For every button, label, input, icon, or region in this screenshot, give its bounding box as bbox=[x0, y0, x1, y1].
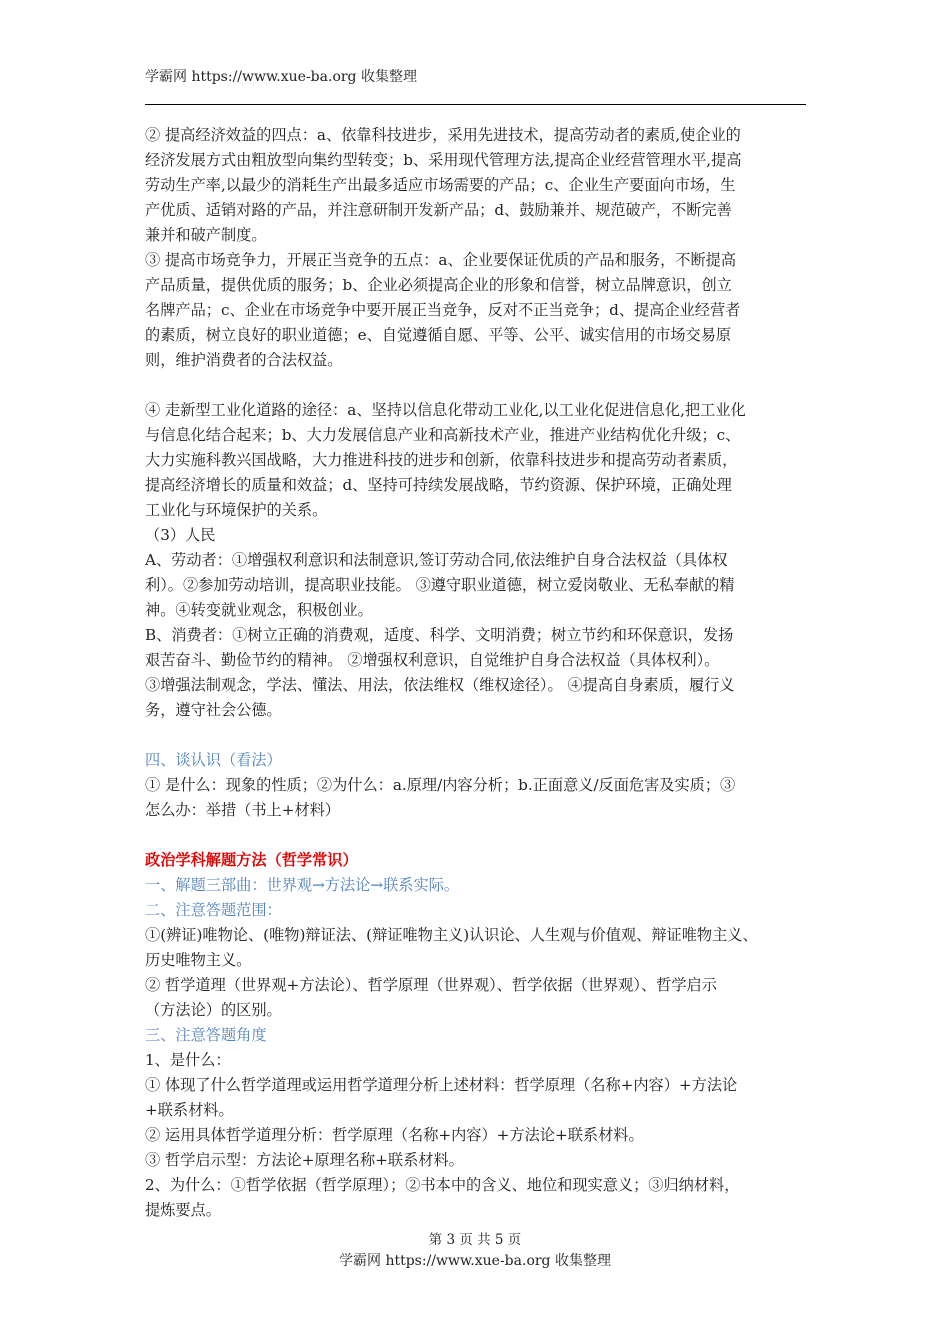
text-line: 2、为什么：①哲学依据（哲学原理）；②书本中的含义、地位和现实意义；③归纳材料， bbox=[145, 1176, 740, 1194]
text-line: （3）人民 bbox=[145, 526, 216, 544]
text-line: ③ 哲学启示型：方法论+原理名称+联系材料。 bbox=[145, 1151, 464, 1169]
text-line: 产品质量，提供优质的服务；b、企业必须提高企业的形象和信誉，树立品牌意识，创立 bbox=[145, 276, 732, 294]
text-line: B、消费者：①树立正确的消费观，适度、科学、文明消费；树立节约和环保意识，发扬 bbox=[145, 626, 734, 644]
section-heading: 一、解题三部曲：世界观→方法论→联系实际。 bbox=[145, 876, 460, 894]
section-heading: 二、注意答题范围： bbox=[145, 901, 282, 919]
text-line: ② 提高经济效益的四点：a、依靠科技进步，采用先进技术，提高劳动者的素质,使企业的 bbox=[145, 126, 741, 144]
text-line: 经济发展方式由粗放型向集约型转变；b、采用现代管理方法,提高企业经营管理水平,提高 bbox=[145, 151, 742, 169]
text-line: ④ 走新型工业化道路的途径：a、坚持以信息化带动工业化,以工业化促进信息化,把工业化 bbox=[145, 401, 746, 419]
section-heading: 四、谈认识（看法） bbox=[145, 751, 282, 769]
text-line: 产优质、适销对路的产品，并注意研制开发新产品；d、鼓励兼并、规范破产，不断完善 bbox=[145, 201, 732, 219]
text-line: 怎么办：举措（书上+材料） bbox=[145, 801, 340, 819]
page-footer: 学霸网 https://www.xue-ba.org 收集整理 bbox=[339, 1253, 611, 1269]
document-title: 政治学科解题方法（哲学常识） bbox=[145, 851, 358, 869]
text-line: 艰苦奋斗、勤俭节约的精神。 ②增强权利意识，自觉维护自身合法权益（具体权利）。 bbox=[145, 651, 720, 669]
text-line: 务，遵守社会公德。 bbox=[145, 701, 282, 719]
text-line: ② 哲学道理（世界观+方法论）、哲学原理（世界观）、哲学依据（世界观）、哲学启示 bbox=[145, 976, 717, 994]
page-header: 学霸网 https://www.xue-ba.org 收集整理 bbox=[145, 69, 417, 85]
text-line: 的素质，树立良好的职业道德；e、自觉遵循自愿、平等、公平、诚实信用的市场交易原 bbox=[145, 326, 732, 344]
text-line: 提高经济增长的质量和效益；d、坚持可持续发展战略，节约资源、保护环境，正确处理 bbox=[145, 476, 732, 494]
text-line: ③增强法制观念，学法、懂法、用法，依法维权（维权途径）。 ④提高自身素质，履行义 bbox=[145, 676, 735, 694]
text-line: ① 体现了什么哲学道理或运用哲学道理分析上述材料：哲学原理（名称+内容）+方法论 bbox=[145, 1076, 738, 1094]
text-line: （方法论）的区别。 bbox=[145, 1001, 282, 1019]
text-line: ①(辨证)唯物论、(唯物)辩证法、(辩证唯物主义)认识论、人生观与价值观、辩证唯物主义、 bbox=[145, 926, 758, 944]
document-body bbox=[145, 123, 817, 1223]
text-line: +联系材料。 bbox=[145, 1101, 234, 1119]
text-line: 1、是什么： bbox=[145, 1051, 231, 1069]
text-line: 利）。②参加劳动培训，提高职业技能。 ③遵守职业道德，树立爱岗敬业、无私奉献的精 bbox=[145, 576, 735, 594]
blank-line bbox=[145, 373, 817, 398]
text-line: 工业化与环境保护的关系。 bbox=[145, 501, 328, 519]
text-line: 则，维护消费者的合法权益。 bbox=[145, 351, 343, 369]
text-line: 神。④转变就业观念，积极创业。 bbox=[145, 601, 373, 619]
text-line: 历史唯物主义。 bbox=[145, 951, 252, 969]
text-line: ① 是什么：现象的性质；②为什么：a.原理/内容分析；b.正面意义/反面危害及实质；③ bbox=[145, 776, 736, 794]
text-line: A、劳动者：①增强权利意识和法制意识,签订劳动合同,依法维护自身合法权益（具体权 bbox=[145, 551, 728, 569]
text-line: 大力实施科教兴国战略，大力推进科技的进步和创新，依靠科技进步和提高劳动者素质， bbox=[145, 451, 738, 469]
text-line: 名牌产品；c、企业在市场竞争中要开展正当竞争，反对不正当竞争；d、提高企业经营者 bbox=[145, 301, 741, 319]
blank-line bbox=[145, 823, 817, 848]
text-line: 兼并和破产制度。 bbox=[145, 226, 267, 244]
text-line: 与信息化结合起来；b、大力发展信息产业和高新技术产业，推进产业结构优化升级；c、 bbox=[145, 426, 741, 444]
text-line: ② 运用具体哲学道理分析：哲学原理（名称+内容）+方法论+联系材料。 bbox=[145, 1126, 644, 1144]
section-heading: 三、注意答题角度 bbox=[145, 1026, 267, 1044]
header-divider bbox=[145, 104, 806, 105]
text-line: 提炼要点。 bbox=[145, 1201, 221, 1219]
text-line: ③ 提高市场竞争力，开展正当竞争的五点：a、企业要保证优质的产品和服务，不断提高 bbox=[145, 251, 737, 269]
page-number: 第 3 页 共 5 页 bbox=[428, 1232, 522, 1248]
text-line: 劳动生产率,以最少的消耗生产出最多适应市场需要的产品；c、企业生产要面向市场，生 bbox=[145, 176, 736, 194]
blank-line bbox=[145, 723, 817, 748]
